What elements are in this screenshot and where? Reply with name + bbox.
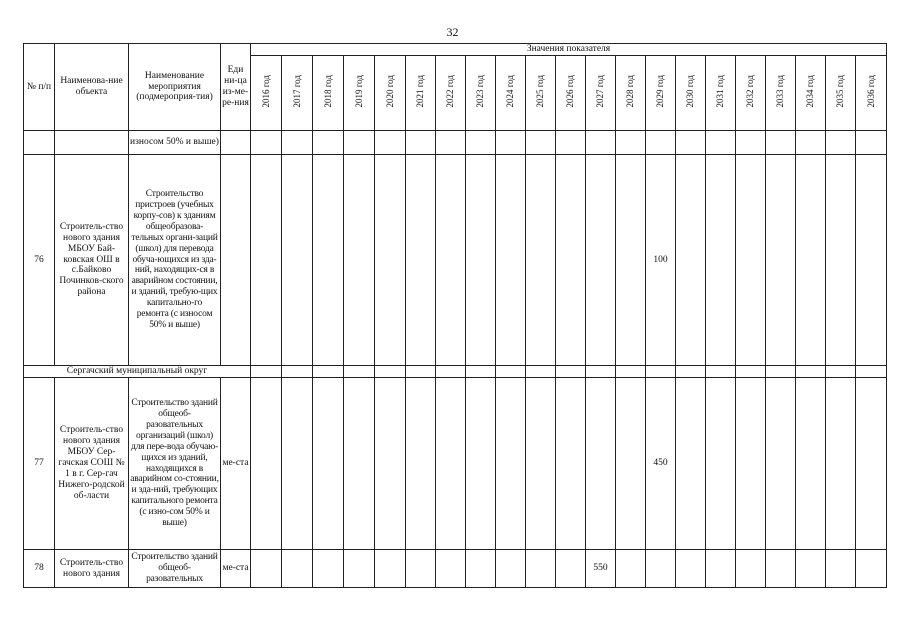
year-header: 2025 год bbox=[535, 74, 546, 108]
header-values-title: Значения показателя bbox=[251, 44, 887, 56]
event-cell: Строительство пристроев (учебных корпу-сов) к зданиям общеобразова-тельных органи-заций (школ) для перевода обуча-ющихся из зда-ний, находящих-ся в аварийном состоянии, и зданий, требую-щих капитально-го ремонта (с износом 50% и выше) bbox=[129, 155, 221, 366]
year-header: 2024 год bbox=[505, 74, 516, 108]
header-object: Наименова-ние объекта bbox=[55, 44, 129, 131]
year-header: 2016 год bbox=[260, 74, 271, 108]
event-cell: Строительство зданий общеоб-разовательных организаций (школ) для пере-вода обучаю-щихся из зданий, находящихся в аварийном со-стоянии, и зда-ний, требующих капитального ремонта (с изно-сом 50% и выше) bbox=[129, 378, 221, 550]
year-header: 2032 год bbox=[745, 74, 756, 108]
indicators-table bbox=[23, 43, 887, 588]
header-num: № п/п bbox=[24, 44, 55, 131]
year-header: 2029 год bbox=[655, 74, 666, 108]
year-header: 2026 год bbox=[565, 74, 576, 108]
year-header: 2018 год bbox=[322, 74, 333, 108]
unit-cell bbox=[221, 155, 251, 366]
table-row bbox=[24, 131, 887, 155]
header-event: Наименование мероприятия (подмероприя-тия) bbox=[129, 44, 221, 131]
year-header: 2022 год bbox=[445, 74, 456, 108]
event-cell: Строительство зданий общеоб-разовательных bbox=[129, 550, 221, 588]
year-header: 2031 год bbox=[715, 74, 726, 108]
page-number: 32 bbox=[446, 25, 459, 39]
row-number: 77 bbox=[24, 378, 55, 550]
row-number: 78 bbox=[24, 550, 55, 588]
value-cell: 550 bbox=[586, 550, 616, 588]
year-header: 2019 год bbox=[353, 74, 364, 108]
table-row bbox=[24, 550, 887, 588]
object-cell: Строитель-ство нового здания МБОУ Бай-ковская ОШ в с.Байково Починков-ского района bbox=[55, 155, 129, 366]
row-number: 76 bbox=[24, 155, 55, 366]
year-header: 2036 год bbox=[865, 74, 876, 108]
section-row bbox=[24, 366, 887, 378]
year-header: 2034 год bbox=[805, 74, 816, 108]
section-label: Сергачский муниципальный округ bbox=[24, 366, 251, 378]
year-header: 2028 год bbox=[625, 74, 636, 108]
year-header: 2035 год bbox=[835, 74, 846, 108]
year-header: 2021 год bbox=[415, 74, 426, 108]
unit-cell: ме-ста bbox=[221, 550, 251, 588]
table-row bbox=[24, 155, 887, 366]
unit-cell: ме-ста bbox=[221, 378, 251, 550]
year-header: 2030 год bbox=[685, 74, 696, 108]
value-cell: 100 bbox=[646, 155, 676, 366]
value-cell: 450 bbox=[646, 378, 676, 550]
object-cell: Строитель-ство нового здания МБОУ Сер-гачская СОШ № 1 в г. Сер-гач Нижего-родской об-ласти bbox=[55, 378, 129, 550]
object-cell: Строитель-ство нового здания bbox=[55, 550, 129, 588]
event-cell: износом 50% и выше) bbox=[129, 131, 221, 155]
header-unit: Еди ни-ца из-ме-ре-ния bbox=[221, 44, 251, 131]
table-row bbox=[24, 378, 887, 550]
year-header: 2033 год bbox=[775, 74, 786, 108]
year-header: 2017 год bbox=[291, 74, 302, 108]
year-header: 2027 год bbox=[595, 74, 606, 108]
year-header: 2020 год bbox=[384, 74, 395, 108]
year-header: 2023 год bbox=[475, 74, 486, 108]
